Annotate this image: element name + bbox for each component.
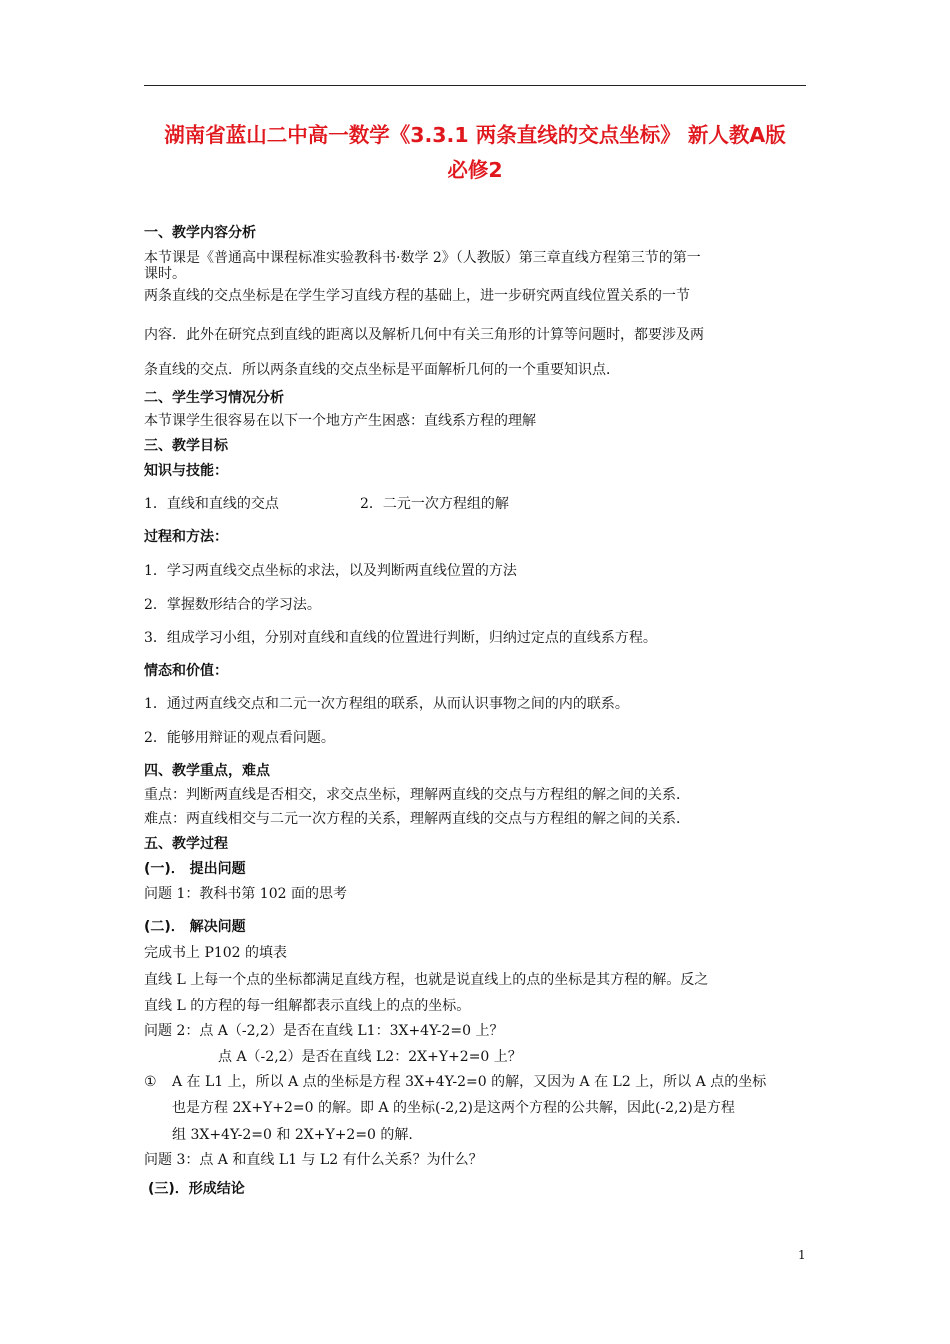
document-title xyxy=(144,118,806,188)
paragraph-line-2: 直线 L 的方程的每一组解都表示直线上的点的坐标。 xyxy=(144,998,471,1014)
knowledge-heading: 知识与技能： xyxy=(144,463,228,479)
question-2-line-1: 问题 2：点 A（-2,2）是否在直线 L1：3X+4Y-2=0 上？ xyxy=(144,1023,504,1039)
title-line-2: 必修2 xyxy=(447,158,503,182)
emotion-item-1: 1．通过两直线交点和二元一次方程组的联系，从而认识事物之间的内的联系。 xyxy=(144,696,629,712)
emotion-heading: 情态和价值： xyxy=(144,663,228,679)
sec2-paragraph: 本节课学生很容易在以下一个地方产生困惑：直线系方程的理解 xyxy=(144,413,536,429)
section-3-heading: 三、教学目标 xyxy=(144,438,228,454)
knowledge-item-2: 2．二元一次方程组的解 xyxy=(360,496,509,512)
key-point: 重点：判断两直线是否相交，求交点坐标，理解两直线的交点与方程组的解之间的关系． xyxy=(144,787,690,803)
question-2-line-2: 点 A（-2,2）是否在直线 L2：2X+Y+2=0 上？ xyxy=(218,1049,522,1065)
sec1-paragraph-2c: 条直线的交点．所以两条直线的交点坐标是平面解析几何的一个重要知识点． xyxy=(144,362,620,378)
section-5-heading: 五、教学过程 xyxy=(144,836,228,852)
section-1-heading: 一、教学内容分析 xyxy=(144,225,256,241)
fill-table-text: 完成书上 P102 的填表 xyxy=(144,945,288,961)
sec1-paragraph-1a: 本节课是《普通高中课程标准实验教科书·数学 2》（人教版）第三章直线方程第三节的第一 xyxy=(144,250,701,266)
answer-line-1: A 在 L1 上，所以 A 点的坐标是方程 3X+4Y-2=0 的解，又因为 A 在 L2 上，所以 A 点的坐标 xyxy=(172,1074,767,1090)
answer-marker: ① xyxy=(144,1074,157,1090)
knowledge-item-1: 1．直线和直线的交点 xyxy=(144,496,279,512)
header-rule xyxy=(144,85,806,86)
subsection-3-heading: (三)．形成结论 xyxy=(148,1181,245,1197)
paragraph-line-1: 直线 L 上每一个点的坐标都满足直线方程，也就是说直线上的点的坐标是其方程的解。反之 xyxy=(144,972,709,988)
answer-line-2: 也是方程 2X+Y+2=0 的解。即 A 的坐标(-2,2)是这两个方程的公共解，因此(-2,2)是方程 xyxy=(172,1100,735,1116)
difficult-point: 难点：两直线相交与二元一次方程的关系，理解两直线的交点与方程组的解之间的关系． xyxy=(144,811,690,827)
section-4-heading: 四、教学重点，难点 xyxy=(144,763,270,779)
emotion-item-2: 2．能够用辩证的观点看问题。 xyxy=(144,730,335,746)
sec1-paragraph-2b: 内容．此外在研究点到直线的距离以及解析几何中有关三角形的计算等问题时，都要涉及两 xyxy=(144,327,704,343)
sec1-paragraph-2a: 两条直线的交点坐标是在学生学习直线方程的基础上，进一步研究两直线位置关系的一节 xyxy=(144,288,690,304)
section-2-heading: 二、学生学习情况分析 xyxy=(144,390,284,406)
process-heading: 过程和方法： xyxy=(144,529,228,545)
answer-line-3: 组 3X+4Y-2=0 和 2X+Y+2=0 的解. xyxy=(172,1127,413,1143)
question-1: 问题 1：教科书第 102 面的思考 xyxy=(144,886,347,902)
process-item-2: 2．掌握数形结合的学习法。 xyxy=(144,597,321,613)
process-item-3: 3．组成学习小组，分别对直线和直线的位置进行判断，归纳过定点的直线系方程。 xyxy=(144,630,657,646)
subsection-1-heading: (一)． 提出问题 xyxy=(144,861,246,877)
sec1-paragraph-1b: 课时。 xyxy=(144,266,186,282)
process-item-1: 1．学习两直线交点坐标的求法，以及判断两直线位置的方法 xyxy=(144,563,517,579)
page-number: 1 xyxy=(798,1248,806,1262)
subsection-2-heading: (二)． 解决问题 xyxy=(144,919,246,935)
title-line-1: 湖南省蓝山二中高一数学《3.3.1 两条直线的交点坐标》 新人教A版 xyxy=(164,123,786,147)
question-3: 问题 3：点 A 和直线 L1 与 L2 有什么关系？为什么？ xyxy=(144,1152,483,1168)
